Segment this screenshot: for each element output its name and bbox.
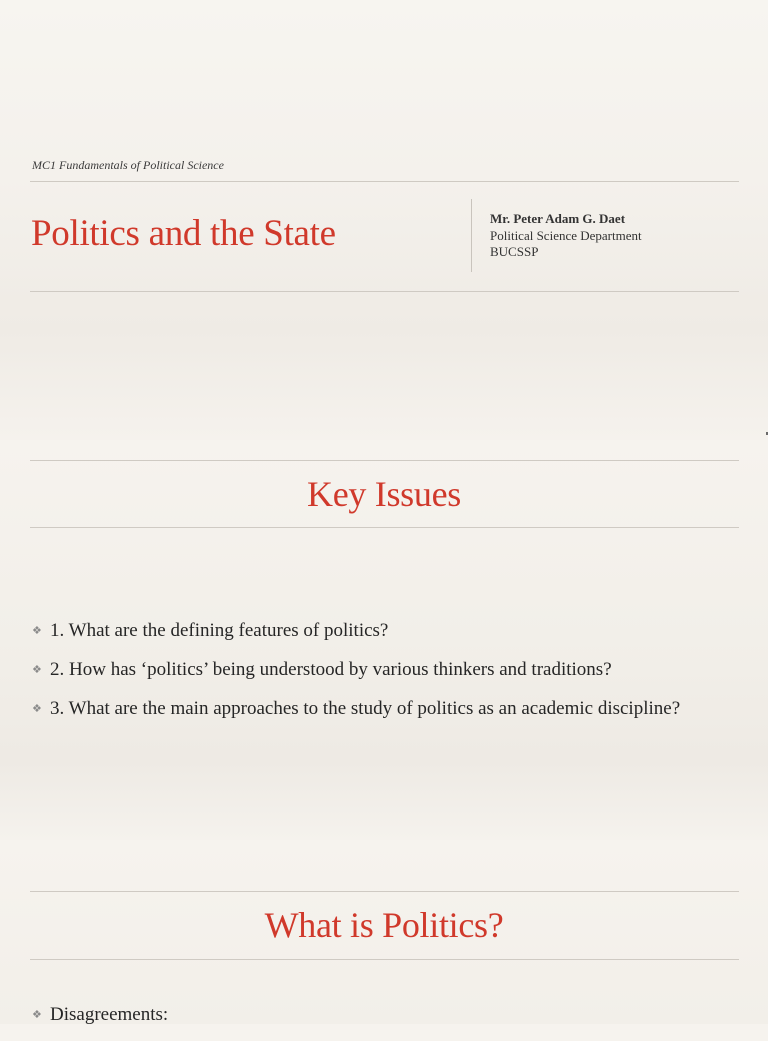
list-item-text: 3. What are the main approaches to the study of politics as an academic discipline? — [50, 698, 681, 719]
slide-title — [0, 0, 768, 440]
course-label: MC1 Fundamentals of Political Science — [32, 158, 224, 172]
divider-top — [30, 460, 739, 461]
list-item-text: 2. How has ‘politics’ being understood by various thinkers and traditions? — [50, 659, 612, 680]
author-block — [490, 211, 642, 261]
divider-bottom — [30, 527, 739, 528]
section-title: Key Issues — [307, 474, 461, 514]
divider-bottom — [30, 959, 739, 960]
key-issues-list — [32, 618, 732, 735]
vertical-divider — [471, 199, 472, 272]
list-item-text: 1. What are the defining features of politics? — [50, 620, 389, 641]
author-department: Political Science Department — [490, 227, 642, 243]
list-item — [32, 618, 732, 644]
slide-what-is-politics — [0, 840, 768, 1024]
author-school: BUCSSP — [490, 244, 539, 259]
divider-top — [30, 181, 739, 182]
list-item — [32, 657, 732, 683]
bullet-icon: ❖ — [32, 625, 42, 637]
bullet-icon: ❖ — [32, 1009, 42, 1021]
bullet-icon: ❖ — [32, 703, 42, 715]
divider-top — [30, 891, 739, 892]
author-name: Mr. Peter Adam G. Daet — [490, 211, 626, 226]
list-item — [32, 1002, 732, 1028]
bullet-icon: ❖ — [32, 664, 42, 676]
list-item-text: Disagreements: — [50, 1004, 169, 1025]
slide-key-issues — [0, 440, 768, 840]
politics-list — [32, 1002, 732, 1041]
divider-bottom — [30, 291, 739, 292]
presentation-title: Politics and the State — [31, 213, 336, 254]
section-title: What is Politics? — [264, 905, 504, 945]
list-item — [32, 696, 732, 722]
